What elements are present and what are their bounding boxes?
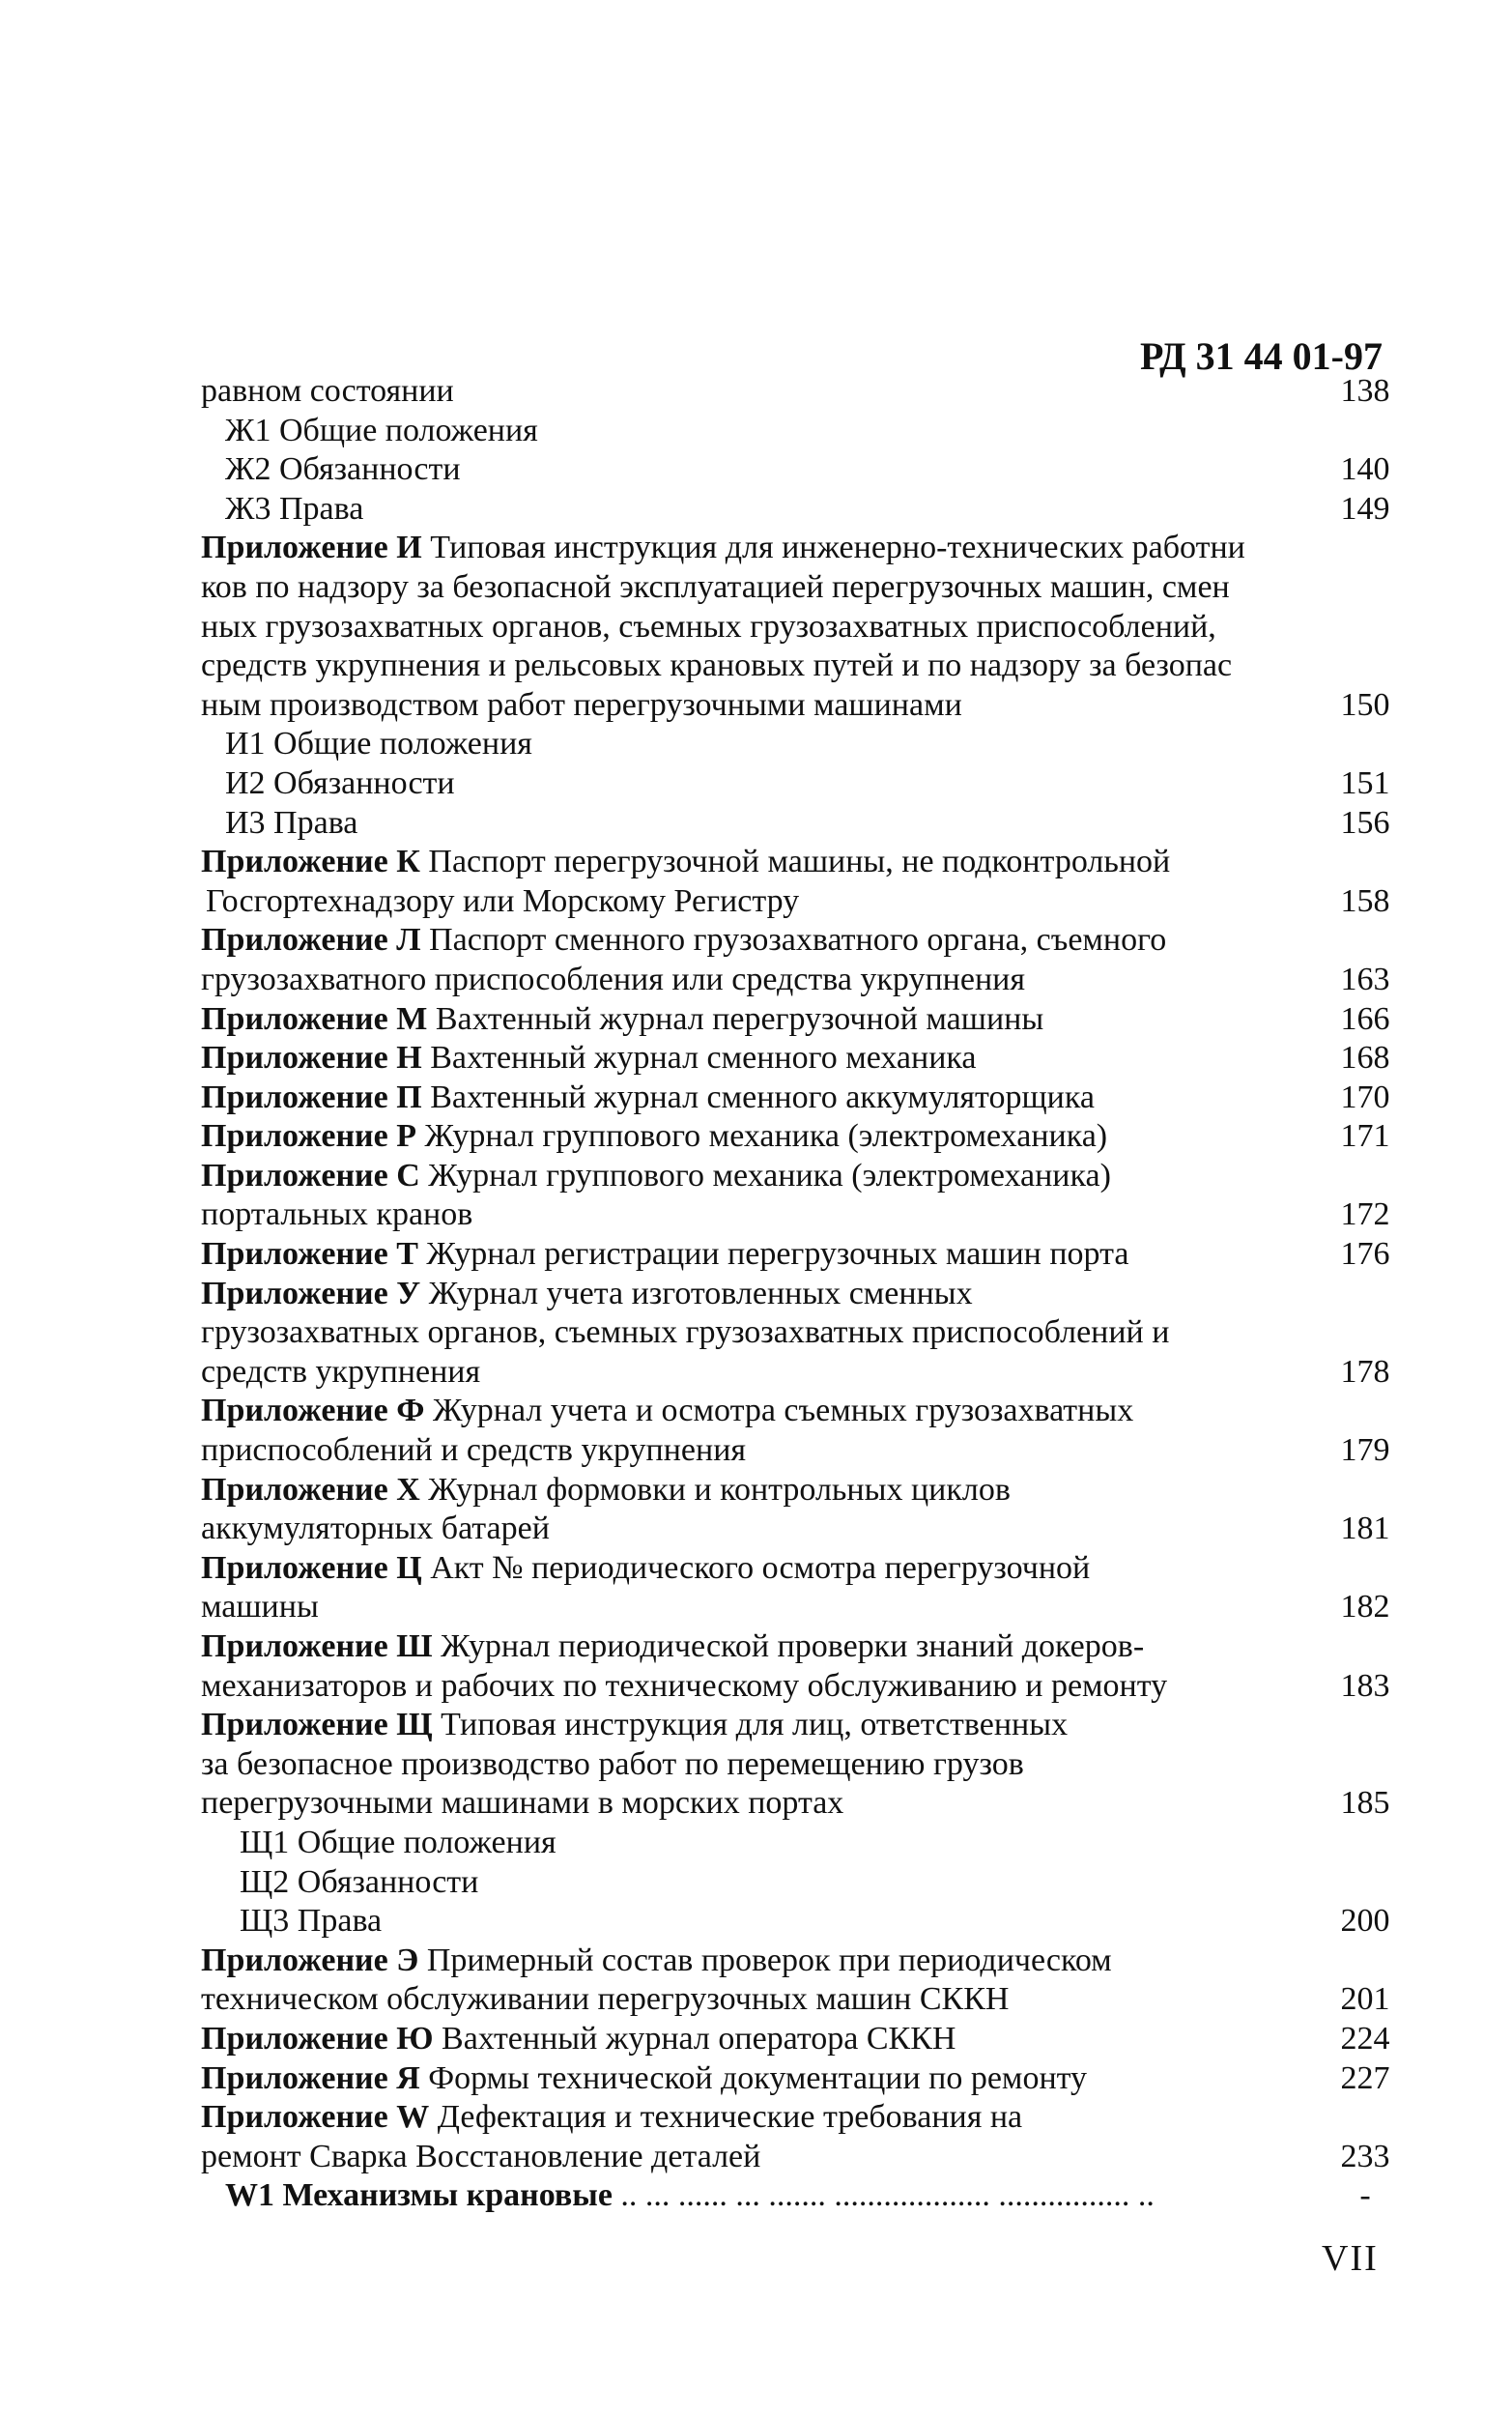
toc-line bbox=[201, 1275, 1399, 1314]
toc-line bbox=[201, 490, 1399, 530]
entry-title: за безопасное производство работ по перемещению грузов bbox=[201, 1745, 1024, 1782]
entry-page-number: 138 bbox=[1340, 373, 1390, 409]
appendix-label: W1 Механизмы крановые bbox=[225, 2177, 613, 2214]
toc-entry-text bbox=[201, 1471, 1011, 1511]
appendix-label: Приложение Щ bbox=[201, 1707, 433, 1743]
toc-entry-text bbox=[225, 764, 455, 804]
toc-line bbox=[201, 2138, 1399, 2177]
entry-title: Журнал периодической проверки знаний докеров- bbox=[432, 1628, 1145, 1664]
appendix-label: Приложение Э bbox=[201, 1942, 419, 1978]
toc-line bbox=[201, 2176, 1399, 2216]
entry-page-number: 201 bbox=[1340, 1981, 1390, 2018]
toc-entry-text bbox=[201, 529, 1245, 568]
toc-line bbox=[201, 1392, 1399, 1431]
toc-line bbox=[201, 1549, 1399, 1589]
entry-title: Ж2 Обязанности bbox=[225, 451, 461, 488]
entry-title: Журнал группового механика (электромеханика) bbox=[419, 1157, 1111, 1194]
toc-line bbox=[201, 686, 1399, 726]
appendix-label: Приложение Ц bbox=[201, 1549, 422, 1586]
toc-entry-text bbox=[201, 1431, 746, 1471]
entry-page-number: 150 bbox=[1340, 686, 1390, 723]
toc-entry-text bbox=[201, 1706, 1068, 1745]
toc-entry-text bbox=[225, 804, 357, 844]
toc-line bbox=[201, 882, 1399, 922]
toc-entry-text bbox=[201, 2138, 760, 2177]
toc-entry-text bbox=[201, 568, 1230, 608]
entry-title: Госгортехнадзору или Морскому Регистру bbox=[206, 882, 800, 919]
toc-line bbox=[201, 1431, 1399, 1471]
toc-line bbox=[201, 568, 1399, 608]
toc-entry-text bbox=[206, 882, 799, 922]
toc-entry-text bbox=[201, 2020, 956, 2059]
toc-entry-text bbox=[201, 1627, 1144, 1667]
entry-page-number: 179 bbox=[1340, 1432, 1390, 1469]
appendix-label: Приложение Я bbox=[201, 2059, 420, 2096]
entry-page-number: 185 bbox=[1340, 1785, 1390, 1822]
appendix-label: Приложение W bbox=[201, 2099, 430, 2136]
entry-title: Щ1 Общие положения bbox=[240, 1824, 556, 1860]
toc-entry-text bbox=[225, 412, 538, 451]
entry-page-number: 168 bbox=[1340, 1040, 1390, 1077]
entry-title: грузозахватного приспособления или средства укрупнения bbox=[201, 961, 1025, 997]
entry-page-number: 158 bbox=[1340, 882, 1390, 919]
entry-page-number: 166 bbox=[1340, 1000, 1390, 1037]
entry-title: Вахтенный журнал перегрузочной машины bbox=[427, 1000, 1044, 1037]
toc-entry-text bbox=[201, 961, 1025, 1000]
toc-line bbox=[201, 412, 1399, 451]
entry-title: Ж3 Права bbox=[225, 490, 364, 527]
appendix-label: Приложение К bbox=[201, 844, 420, 880]
toc-line bbox=[201, 804, 1399, 844]
page-number: VII bbox=[1322, 2238, 1379, 2279]
toc-line bbox=[201, 1784, 1399, 1824]
entry-title: Дефектация и технические требования на bbox=[429, 2099, 1023, 2136]
appendix-label: Приложение Н bbox=[201, 1040, 422, 1077]
entry-title: ков по надзору за безопасной эксплуатацией перегрузочных машин, смен bbox=[201, 568, 1230, 605]
entry-title: Формы технической документации по ремонту bbox=[419, 2059, 1088, 2096]
appendix-label: Приложение Х bbox=[201, 1471, 420, 1508]
toc-entry-text bbox=[201, 1942, 1112, 1981]
appendix-label: Приложение Ф bbox=[201, 1393, 425, 1429]
toc-entry-text bbox=[201, 1510, 550, 1549]
toc-line bbox=[201, 1313, 1399, 1353]
entry-title: приспособлений и средств укрупнения bbox=[201, 1432, 747, 1469]
entry-title: Паспорт перегрузочной машины, не подконтрольной bbox=[419, 844, 1171, 880]
entry-title: И2 Обязанности bbox=[225, 764, 455, 801]
appendix-label: Приложение Ш bbox=[201, 1628, 433, 1664]
document-code: РД 31 44 01-97 bbox=[1140, 334, 1383, 378]
toc-entry-text bbox=[201, 1784, 843, 1824]
toc-line bbox=[201, 372, 1399, 412]
entry-title: Вахтенный журнал оператора СККН bbox=[433, 2020, 956, 2057]
table-of-contents bbox=[201, 372, 1399, 2216]
toc-line bbox=[201, 1902, 1399, 1942]
entry-title: Акт № периодического осмотра перегрузочной bbox=[421, 1549, 1091, 1586]
toc-line bbox=[201, 1588, 1399, 1627]
entry-title: равном состоянии bbox=[201, 373, 454, 409]
entry-page-number: - bbox=[1359, 2177, 1371, 2214]
entry-page-number: 156 bbox=[1340, 804, 1390, 841]
entry-title: Журнал формовки и контрольных циклов bbox=[419, 1471, 1011, 1508]
entry-page-number: 182 bbox=[1340, 1589, 1390, 1626]
entry-page-number: 140 bbox=[1340, 451, 1390, 488]
toc-entry-text bbox=[201, 1392, 1133, 1431]
entry-title: Журнал учета и осмотра съемных грузозахватных bbox=[424, 1393, 1134, 1429]
toc-entry-text bbox=[201, 372, 454, 412]
toc-line bbox=[201, 1039, 1399, 1079]
toc-line bbox=[201, 2098, 1399, 2138]
entry-title: Вахтенный журнал сменного аккумуляторщика bbox=[421, 1079, 1095, 1115]
toc-line bbox=[201, 608, 1399, 647]
toc-entry-text bbox=[201, 1039, 977, 1079]
toc-line bbox=[201, 1627, 1399, 1667]
entry-title: Щ2 Обязанности bbox=[240, 1863, 479, 1900]
toc-entry-text bbox=[201, 1549, 1090, 1589]
toc-entry-text bbox=[240, 1902, 382, 1942]
toc-line bbox=[201, 1235, 1399, 1275]
entry-title: ным производством работ перегрузочными машинами bbox=[201, 686, 962, 723]
toc-line bbox=[201, 529, 1399, 568]
entry-title: Ж1 Общие положения bbox=[225, 412, 538, 448]
entry-title: Журнал учета изготовленных сменных bbox=[420, 1275, 973, 1311]
toc-entry-text bbox=[201, 1667, 1167, 1707]
entry-title: техническом обслуживании перегрузочных машин СККН bbox=[201, 1981, 1010, 2018]
appendix-label: Приложение М bbox=[201, 1000, 428, 1037]
entry-title: Типовая инструкция для инженерно-технических работни bbox=[421, 530, 1245, 566]
toc-line bbox=[201, 843, 1399, 882]
toc-entry-text bbox=[201, 608, 1216, 647]
entry-page-number: 200 bbox=[1340, 1903, 1390, 1940]
entry-page-number: 178 bbox=[1340, 1353, 1390, 1390]
entry-title: средств укрупнения bbox=[201, 1353, 481, 1390]
toc-entry-text bbox=[201, 686, 962, 726]
entry-title: И1 Общие положения bbox=[225, 726, 532, 763]
entry-page-number: 176 bbox=[1340, 1236, 1390, 1273]
entry-page-number: 171 bbox=[1340, 1118, 1390, 1155]
entry-page-number: 227 bbox=[1340, 2059, 1390, 2096]
appendix-label: Приложение С bbox=[201, 1157, 420, 1194]
entry-page-number: 151 bbox=[1340, 764, 1390, 801]
entry-page-number: 233 bbox=[1340, 2138, 1390, 2174]
appendix-label: Приложение У bbox=[201, 1275, 421, 1311]
entry-page-number: 224 bbox=[1340, 2020, 1390, 2057]
entry-title: Паспорт сменного грузозахватного органа, съемного bbox=[420, 922, 1167, 959]
toc-line bbox=[201, 764, 1399, 804]
entry-title: Журнал регистрации перегрузочных машин порта bbox=[417, 1236, 1129, 1273]
toc-entry-text bbox=[201, 1000, 1043, 1040]
entry-title: механизаторов и рабочих по техническому обслуживанию и ремонту bbox=[201, 1667, 1168, 1704]
entry-title: портальных кранов bbox=[201, 1196, 473, 1233]
toc-entry-text bbox=[201, 1157, 1111, 1196]
entry-page-number: 170 bbox=[1340, 1079, 1390, 1115]
entry-title: Типовая инструкция для лиц, ответственных bbox=[432, 1707, 1069, 1743]
toc-entry-text bbox=[201, 1313, 1169, 1353]
toc-line bbox=[201, 921, 1399, 961]
toc-entry-text bbox=[201, 1117, 1107, 1157]
entry-title: ных грузозахватных органов, съемных грузозахватных приспособлений, bbox=[201, 608, 1216, 645]
toc-line bbox=[201, 1157, 1399, 1196]
toc-line bbox=[201, 725, 1399, 764]
toc-line bbox=[201, 1117, 1399, 1157]
entry-page-number: 163 bbox=[1340, 961, 1390, 997]
appendix-label: Приложение Ю bbox=[201, 2020, 434, 2057]
appendix-label: Приложение И bbox=[201, 530, 422, 566]
entry-title: средств укрупнения и рельсовых крановых путей и по надзору за безопас bbox=[201, 647, 1233, 684]
entry-title: машины bbox=[201, 1589, 319, 1626]
toc-line bbox=[201, 1667, 1399, 1707]
entry-title: грузозахватных органов, съемных грузозахватных приспособлений и bbox=[201, 1314, 1170, 1351]
toc-line bbox=[201, 1942, 1399, 1981]
toc-entry-text bbox=[225, 450, 461, 490]
toc-line bbox=[201, 961, 1399, 1000]
toc-entry-text bbox=[201, 1079, 1095, 1118]
toc-line bbox=[201, 1195, 1399, 1235]
toc-line bbox=[201, 647, 1399, 686]
entry-page-number: 181 bbox=[1340, 1511, 1390, 1547]
entry-page-number: 172 bbox=[1340, 1196, 1390, 1233]
toc-entry-text bbox=[201, 2098, 1022, 2138]
entry-title: перегрузочными машинами в морских портах bbox=[201, 1785, 844, 1822]
toc-entry-text bbox=[201, 1195, 472, 1235]
entry-title: аккумуляторных батарей bbox=[201, 1511, 550, 1547]
toc-entry-text bbox=[201, 1275, 973, 1314]
toc-line bbox=[201, 1745, 1399, 1785]
toc-entry-text bbox=[201, 843, 1170, 882]
entry-title: И3 Права bbox=[225, 804, 358, 841]
toc-line bbox=[201, 1510, 1399, 1549]
appendix-label: Приложение Р bbox=[201, 1118, 417, 1155]
toc-entry-text bbox=[201, 1745, 1024, 1785]
toc-entry-text bbox=[240, 1824, 556, 1863]
toc-entry-text bbox=[225, 490, 363, 530]
toc-entry-text bbox=[201, 647, 1232, 686]
toc-entry-text bbox=[225, 2176, 1155, 2216]
entry-page-number: 183 bbox=[1340, 1667, 1390, 1704]
toc-line bbox=[201, 1824, 1399, 1863]
toc-line bbox=[201, 2059, 1399, 2099]
toc-line bbox=[201, 450, 1399, 490]
toc-line bbox=[201, 1706, 1399, 1745]
toc-entry-text bbox=[201, 1235, 1128, 1275]
entry-title: Примерный состав проверок при периодическом bbox=[418, 1942, 1112, 1978]
toc-line bbox=[201, 2020, 1399, 2059]
entry-title: Щ3 Права bbox=[240, 1903, 383, 1940]
entry-page-number: 149 bbox=[1340, 490, 1390, 527]
toc-line bbox=[201, 1471, 1399, 1511]
entry-title: ремонт Сварка Восстановление деталей bbox=[201, 2138, 761, 2174]
toc-line bbox=[201, 1000, 1399, 1040]
appendix-label: Приложение Т bbox=[201, 1236, 418, 1273]
entry-title: .. ... ...... ... ....... ................... ................ .. bbox=[612, 2177, 1155, 2214]
toc-line bbox=[201, 1079, 1399, 1118]
toc-entry-text bbox=[240, 1863, 478, 1903]
appendix-label: Приложение Л bbox=[201, 922, 421, 959]
toc-line bbox=[201, 1980, 1399, 2020]
toc-line bbox=[201, 1353, 1399, 1393]
toc-entry-text bbox=[201, 1353, 480, 1393]
toc-entry-text bbox=[201, 921, 1166, 961]
toc-line bbox=[201, 1863, 1399, 1903]
toc-entry-text bbox=[201, 1980, 1009, 2020]
entry-title: Вахтенный журнал сменного механика bbox=[421, 1040, 977, 1077]
toc-entry-text bbox=[201, 2059, 1087, 2099]
toc-entry-text bbox=[201, 1588, 319, 1627]
entry-title: Журнал группового механика (электромеханика) bbox=[416, 1118, 1108, 1155]
toc-entry-text bbox=[225, 725, 532, 764]
appendix-label: Приложение П bbox=[201, 1079, 422, 1115]
